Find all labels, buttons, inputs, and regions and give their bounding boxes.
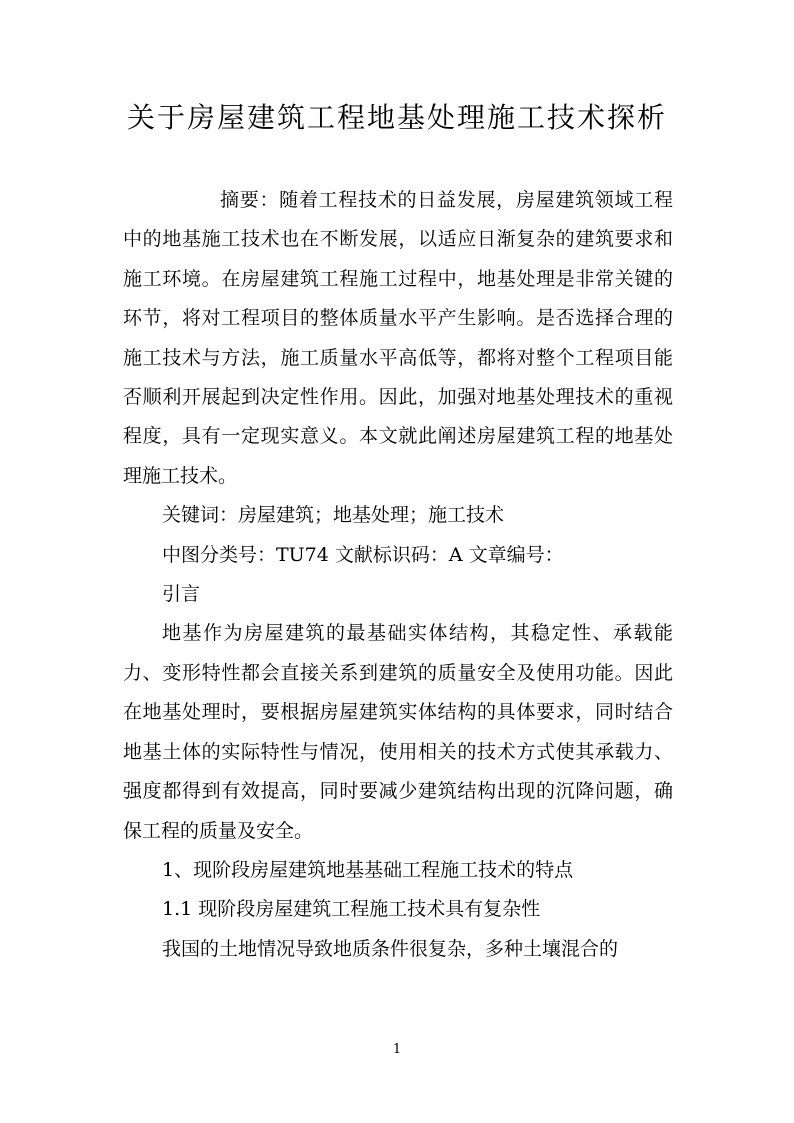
intro-heading: 引言 bbox=[162, 583, 201, 606]
classification-line: 中图分类号：TU74 文献标识码：A 文章编号： bbox=[162, 543, 564, 566]
document-title: 关于房屋建筑工程地基处理施工技术探析 bbox=[126, 101, 667, 134]
section-1-1-heading: 1.1 现阶段房屋建筑工程施工技术具有复杂性 bbox=[162, 898, 541, 921]
page-number: 1 bbox=[392, 1042, 402, 1057]
section-1-heading: 1、现阶段房屋建筑地基基础工程施工技术的特点 bbox=[162, 858, 574, 881]
section-1-1-paragraph: 我国的土地情况导致地质条件很复杂，多种土壤混合的 bbox=[162, 937, 619, 960]
keywords-line: 关键词：房屋建筑；地基处理；施工技术 bbox=[162, 504, 505, 527]
document-body bbox=[123, 181, 673, 969]
intro-paragraph: 地基作为房屋建筑的最基础实体结构，其稳定性、承载能力、变形特性都会直接关系到建筑的质量安全及使用功能。因此在地基处理时，要根据房屋建筑实体结构的具体要求，同时结合地基土体的实际特性与情况，使用相关的技术方式使其承载力、强度都得到有效提高，同时要减少建筑结构出现的沉降问题，确保工程的质量及安全。 bbox=[123, 622, 673, 842]
abstract-paragraph: 摘要：随着工程技术的日益发展，房屋建筑领域工程中的地基施工技术也在不断发展，以适应日渐复杂的建筑要求和施工环境。在房屋建筑工程施工过程中，地基处理是非常关键的环节，将对工程项目的整体质量水平产生影响。是否选择合理的施工技术与方法，施工质量水平高低等，都将对整个工程项目能否顺利开展起到决定性作用。因此，加强对地基处理技术的重视程度，具有一定现实意义。本文就此阐述房屋建筑工程的地基处理施工技术。 bbox=[123, 189, 673, 487]
